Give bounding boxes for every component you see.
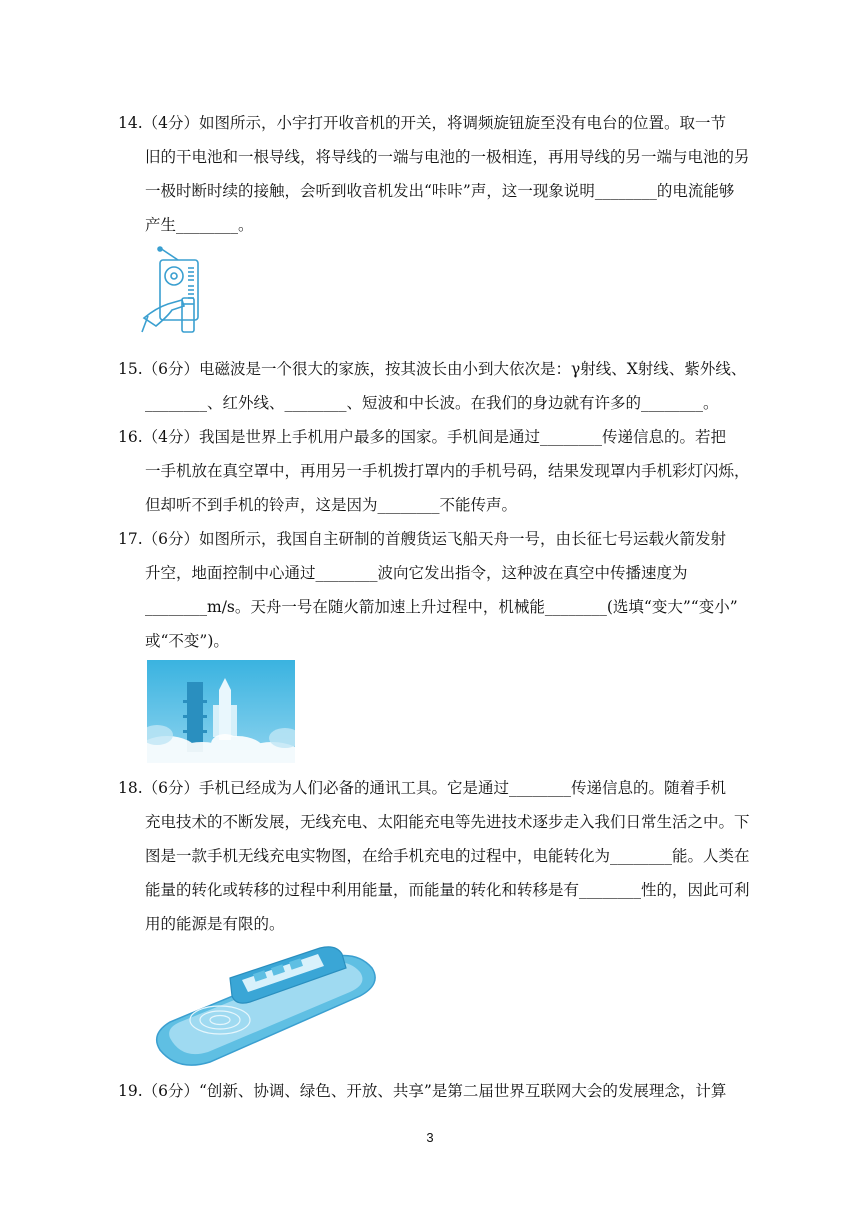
- question-text-line: ________m/s。天舟一号在随火箭加速上升过程中，机械能________(选填“变大”“变小”: [145, 598, 738, 616]
- question-text-line: 一手机放在真空罩中，再用另一手机拨打罩内的手机号码，结果发现罩内手机彩灯闪烁，: [145, 462, 750, 480]
- question-text-line: 18.（6分）手机已经成为人们必备的通讯工具。它是通过________传递信息的。随着手机: [118, 779, 727, 797]
- question-text-line: 一极时断时续的接触，会听到收音机发出“咔咔”声，这一现象说明________的电流能够: [145, 182, 735, 200]
- question-text-line: 19.（6分）“创新、协调、绿色、开放、共享”是第二届世界互联网大会的发展理念，计算: [118, 1082, 727, 1100]
- question-text-line: 升空，地面控制中心通过________波向它发出指令，这种波在真空中传播速度为: [145, 564, 688, 582]
- question-text-line: 产生________。: [145, 216, 254, 234]
- question-text-line: 17.（6分）如图所示，我国自主研制的首艘货运飞船天舟一号，由长征七号运载火箭发射: [118, 530, 727, 548]
- question-text-line: 旧的干电池和一根导线，将导线的一端与电池的一极相连，再用导线的另一端与电池的另: [145, 148, 750, 166]
- radio-figure: [138, 246, 213, 336]
- question-text-line: ________、红外线、________、短波和中长波。在我们的身边就有许多的________。: [145, 394, 719, 412]
- question-text-line: 或“不变”)。: [145, 632, 229, 650]
- page-number: 3: [426, 1130, 434, 1145]
- question-text-line: 用的能源是有限的。: [145, 915, 285, 933]
- question-text-line: 能量的转化或转移的过程中利用能量，而能量的转化和转移是有________性的，因此可利: [145, 881, 750, 899]
- question-text-line: 14.（4分）如图所示，小宇打开收音机的开关，将调频旋钮旋至没有电台的位置。取一节: [118, 114, 727, 132]
- question-text-line: 图是一款手机无线充电实物图，在给手机充电的过程中，电能转化为________能。人类在: [145, 847, 750, 865]
- wireless-charger-figure: [150, 938, 385, 1068]
- question-text-line: 16.（4分）我国是世界上手机用户最多的国家。手机间是通过________传递信息的。若把: [118, 428, 727, 446]
- rocket-launch-figure: [147, 660, 295, 763]
- question-text-line: 15.（6分）电磁波是一个很大的家族，按其波长由小到大依次是：γ射线、X射线、紫外线、: [118, 360, 747, 378]
- question-text-line: 充电技术的不断发展，无线充电、太阳能充电等先进技术逐步走入我们日常生活之中。下: [145, 813, 750, 831]
- question-text-line: 但却听不到手机的铃声，这是因为________不能传声。: [145, 496, 518, 514]
